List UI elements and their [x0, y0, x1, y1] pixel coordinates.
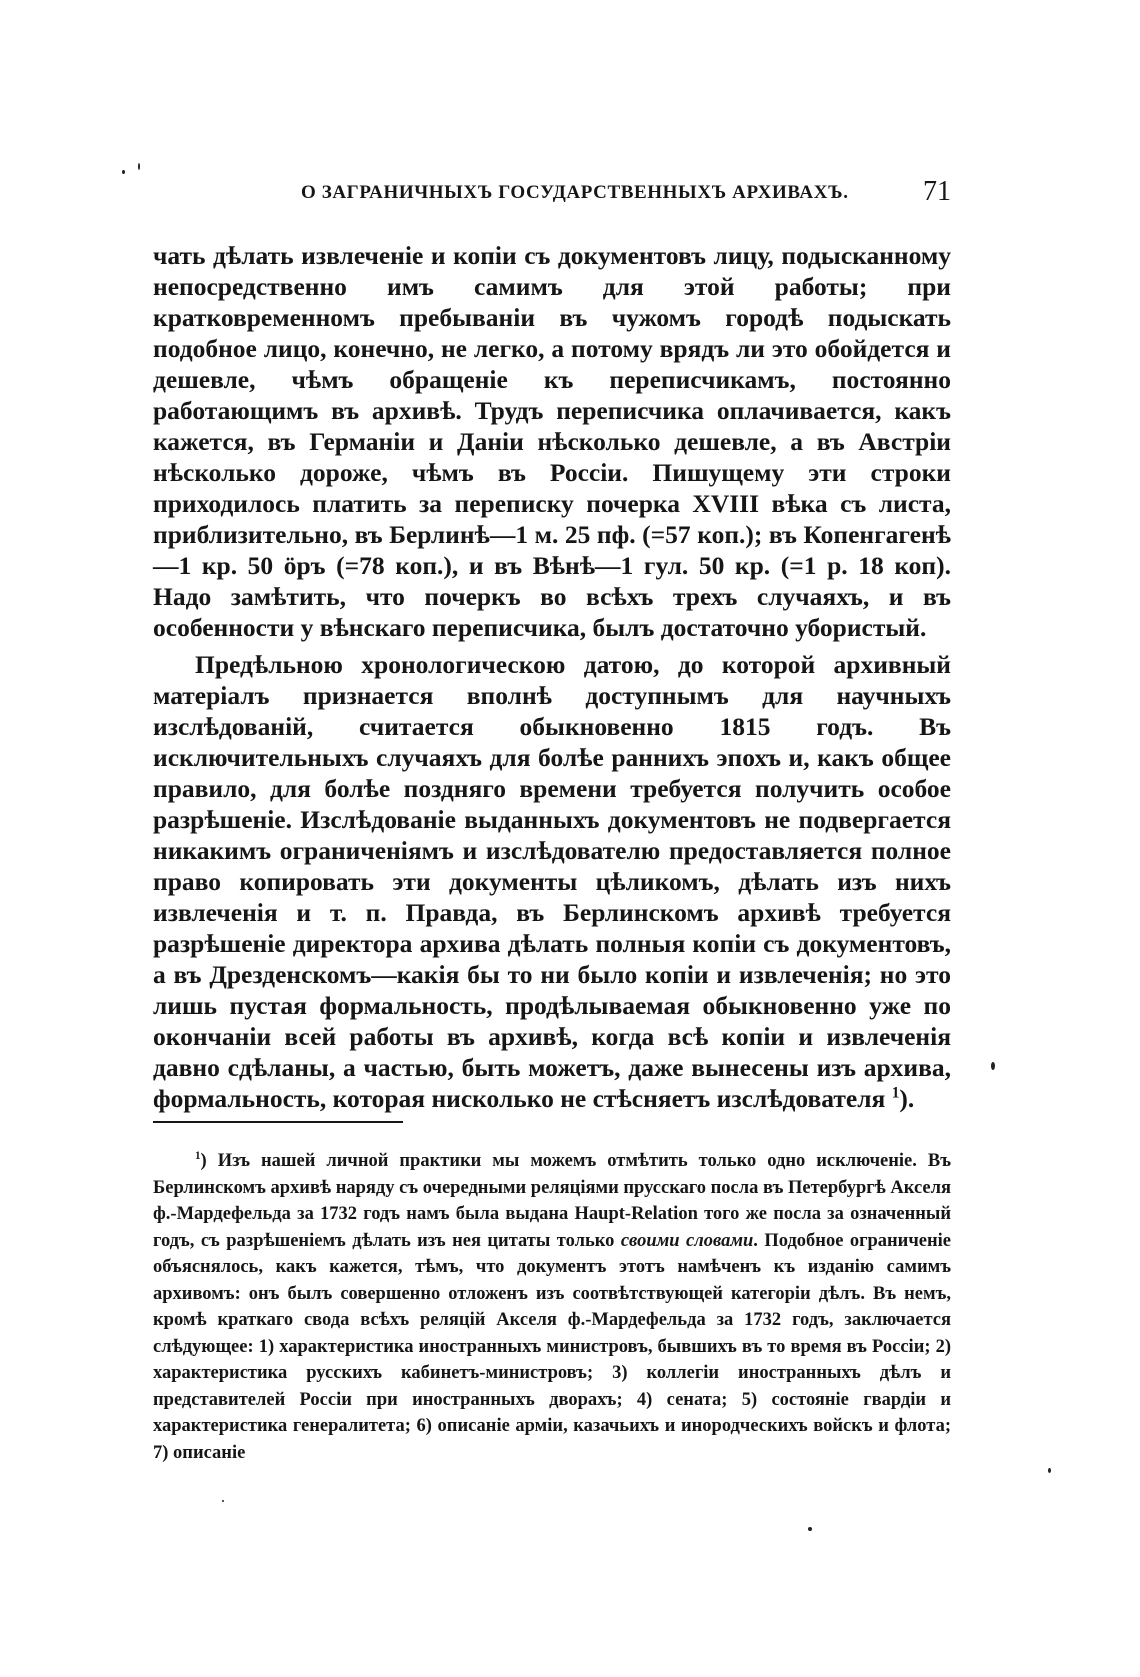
paragraph-chronology: [153, 649, 951, 1114]
scan-speck: [222, 1500, 224, 1502]
scan-speck: [808, 1527, 812, 1531]
page-number: 71: [923, 176, 951, 207]
paragraph-continuation: чать дѣлать извлеченіе и копіи съ документовъ лицу, подысканному непосредственно имъ самимъ для этой работы; при кратковременномъ пребываніи въ чужомъ городѣ подыскать подобное лицо, конечно, не легко, а потому врядъ ли это обойдется и дешевле, чѣмъ обращеніе къ переписчикамъ, постоянно работающимъ въ архивѣ. Трудъ переписчика оплачивается, какъ кажется, въ Германіи и Даніи нѣсколько дешевле, а въ Австріи нѣсколько дороже, чѣмъ въ Россіи. Пишущему эти строки приходилось платить за переписку почерка XVIII вѣка съ листа, приблизительно, въ Берлинѣ—1 м. 25 пф. (=57 коп.); въ Копенгагенѣ—1 кр. 50 öръ (=78 коп.), и въ Вѣнѣ—1 гул. 50 кр. (=1 р. 18 коп). Надо замѣтить, что почеркъ во всѣхъ трехъ случаяхъ, и въ особенности у вѣнскаго переписчика, былъ достаточно убористый.: [153, 241, 951, 642]
scan-speck: [1048, 1468, 1051, 1473]
footnote-marker: 1: [195, 1149, 201, 1162]
scan-speck: [991, 1062, 995, 1070]
paragraph-chronology-text: Предѣльною хронологическою датою, до которой архивный матеріалъ признается вполнѣ доступнымъ для научныхъ изслѣдованій, считается обыкновенно 1815 годъ. Въ исключительныхъ случаяхъ для болѣе раннихъ эпохъ и, какъ общее правило, для болѣе поздняго времени требуется получить особое разрѣшеніе. Изслѣдованіе выданныхъ документовъ не подвергается никакимъ ограниченіямъ и изслѣдователю предоставляется полное право копировать эти документы цѣликомъ, дѣлать изъ нихъ извлеченія и т. п. Правда, въ Берлинскомъ архивѣ требуется разрѣшеніе директора архива дѣлать полныя копіи съ документовъ, а въ Дрезденскомъ—какія бы то ни было копіи и извлеченія; но это лишь пустая формальность, продѣлываемая обыкновенно уже по окончаніи всей работы въ архивѣ, когда всѣ копіи и извлеченія давно сдѣланы, а частью, быть можетъ, даже вынесены изъ архива, формальность, которая нисколько не стѣсняетъ изслѣдователя: [153, 650, 951, 1113]
footnote: [153, 1148, 951, 1466]
page-header: [153, 176, 951, 216]
footnote-separator: [153, 1121, 403, 1123]
scan-speck: [122, 170, 125, 174]
footnote-emphasis: своими словами: [620, 1230, 754, 1251]
footnote-text: [153, 1148, 951, 1466]
running-head: О ЗАГРАНИЧНЫХЪ ГОСУДАРСТВЕННЫХЪ АРХИВАХЪ.: [301, 182, 849, 203]
scan-speck: [138, 163, 140, 170]
main-text: [153, 240, 951, 1114]
footnote-text-part-1: ) Изъ нашей личной практики мы можемъ отмѣтить только одно исключеніе. Въ Берлинскомъ архивѣ наряду съ очередными реляціями прусскаго посла въ Петербургѣ Акселя ф.-Мардефельда за 1732 годъ намъ была выдана Haupt-Relation того же посла за означенный годъ, съ разрѣшеніемъ дѣлать изъ нея цитаты только: [153, 1151, 951, 1251]
footnote-text-part-2: . Подобное ограниченіе объяснялось, какъ кажется, тѣмъ, что документъ этотъ намѣченъ къ изданію самимъ архивомъ: онъ былъ совершенно отложенъ изъ соотвѣтствующей категоріи дѣлъ. Въ немъ, кромѣ краткаго свода всѣхъ реляцій Акселя ф.-Мардефельда за 1732 годъ, заключается слѣдующее: 1) характеристика иностранныхъ министровъ, бывшихъ въ то время въ Россіи; 2) характеристика русскихъ кабинетъ-министровъ; 3) коллегіи иностранныхъ дѣлъ и представителей Россіи при иностранныхъ дворахъ; 4) сената; 5) состояніе гвардіи и характеристика генералитета; 6) описаніе арміи, казачьихъ и инородческихъ войскъ и флота; 7) описаніе: [153, 1230, 951, 1463]
paragraph-chronology-end: ).: [899, 1084, 915, 1113]
footnote-reference: 1: [891, 1084, 900, 1102]
